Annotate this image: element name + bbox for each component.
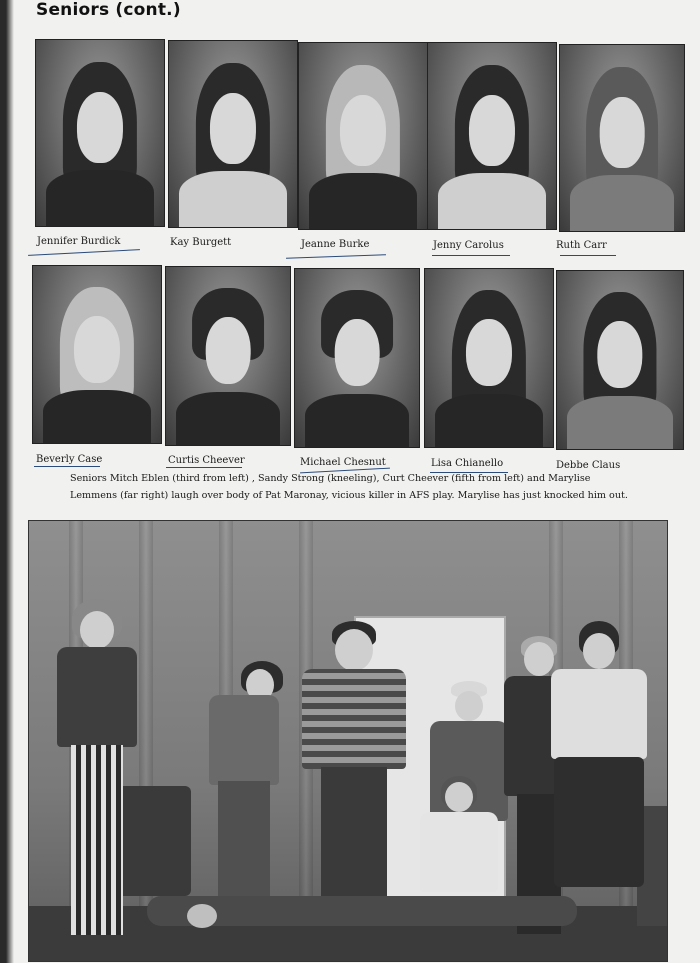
pen-underline [432, 255, 510, 256]
portrait-name-ruth-carr: Ruth Carr [556, 240, 607, 251]
portrait-clothing [176, 392, 280, 445]
actor-head [335, 629, 373, 671]
portrait-photo-lisa-chianello [424, 268, 554, 448]
actor-head [80, 611, 114, 649]
portrait-name-debbe-claus: Debbe Claus [556, 460, 621, 471]
portrait-clothing [305, 394, 409, 447]
actor-apron [544, 621, 654, 941]
actor-legs [321, 767, 387, 907]
actor-torso [302, 669, 406, 769]
actor-torso [57, 647, 137, 747]
portrait-face [340, 95, 386, 166]
portrait-clothing [570, 175, 674, 231]
portrait-photo-jennifer-burdick [35, 39, 165, 227]
pen-underline [34, 466, 100, 467]
actor-kneeling [414, 776, 504, 916]
page-title: Seniors (cont.) [36, 0, 181, 20]
portrait-face [466, 319, 512, 387]
portrait-clothing [179, 171, 287, 227]
portrait-name-kay-burgett: Kay Burgett [170, 237, 232, 248]
portrait-photo-beverly-case [32, 265, 162, 444]
portrait-photo-michael-chesnut [294, 268, 420, 448]
actor-head [583, 633, 615, 669]
portrait-photo-curtis-cheever [165, 266, 291, 446]
portrait-face [335, 319, 380, 387]
portrait-name-jeanne-burke: Jeanne Burke [301, 239, 370, 250]
portrait-face [469, 95, 515, 166]
actor-plaid-shirt [299, 621, 409, 911]
actor-torso [209, 695, 279, 785]
portrait-photo-debbe-claus [556, 270, 684, 450]
photo-caption: Seniors Mitch Eblen (third from left) , Sandy Strong (kneeling), Curt Cheever (fifth from left) and Marylise Lemmens (far right) laugh over body of Pat Maronay, vicious killer in AFS play. Marylise has just knocked him out. [70, 473, 628, 501]
portrait-name-curtis-cheever: Curtis Cheever [168, 455, 245, 466]
pen-underline [166, 467, 242, 468]
portrait-face [74, 316, 120, 383]
portrait-face [77, 92, 123, 163]
portrait-face [600, 97, 645, 168]
actor-legs [218, 781, 270, 911]
portrait-face [206, 317, 251, 385]
portrait-name-michael-chesnut: Michael Chesnut [300, 457, 386, 468]
portrait-face [597, 321, 642, 389]
portrait-name-jennifer-burdick: Jennifer Burdick [37, 236, 121, 247]
portrait-clothing [435, 394, 543, 447]
pen-underline [560, 255, 616, 256]
portrait-clothing [438, 173, 546, 229]
portrait-clothing [43, 390, 151, 443]
actor-head [455, 691, 483, 721]
actor-striped-pants [47, 599, 147, 939]
actor-skirt [554, 757, 644, 887]
actor-bent [199, 661, 289, 911]
actor-lying-head [187, 904, 217, 928]
portrait-name-jenny-carolus: Jenny Carolus [433, 240, 504, 251]
portrait-clothing [46, 170, 154, 226]
portrait-face [210, 93, 256, 164]
actor-torso [551, 669, 647, 759]
portrait-photo-ruth-carr [559, 44, 685, 232]
actor-head [445, 782, 473, 812]
portrait-photo-jenny-carolus [427, 42, 557, 230]
portrait-photo-jeanne-burke [298, 42, 428, 230]
portrait-photo-kay-burgett [168, 40, 298, 228]
portrait-clothing [309, 173, 417, 229]
stage-photo [28, 520, 668, 962]
actor-torso [420, 812, 498, 892]
portrait-name-lisa-chianello: Lisa Chianello [431, 458, 504, 469]
actor-legs [71, 745, 123, 935]
portrait-name-beverly-case: Beverly Case [36, 454, 103, 465]
portrait-clothing [567, 396, 673, 449]
